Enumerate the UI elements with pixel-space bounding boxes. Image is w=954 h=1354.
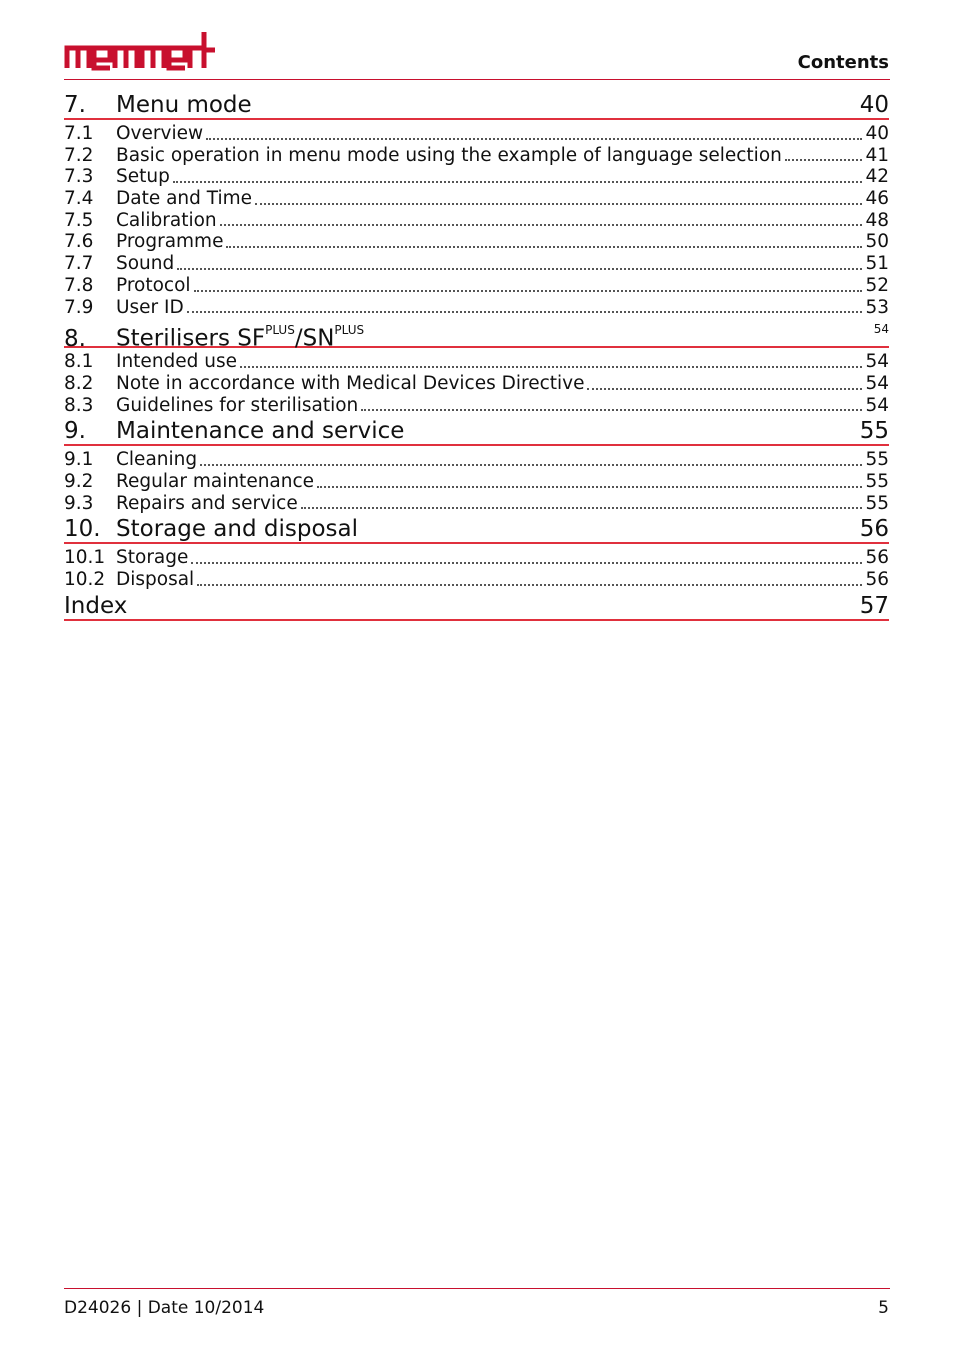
entry-page: 54 — [865, 372, 889, 394]
entry-page: 56 — [865, 547, 889, 569]
dot-leader — [255, 202, 862, 205]
section-title: Contents — [797, 52, 889, 73]
dot-leader — [240, 365, 862, 368]
footer-page-number: 5 — [878, 1298, 889, 1318]
entry-number: 7.9 — [64, 296, 94, 318]
entry-number: 7.4 — [64, 188, 94, 210]
toc-entry[interactable] — [64, 188, 889, 210]
entry-page: 48 — [865, 209, 889, 231]
entry-page: 46 — [865, 188, 889, 210]
dot-leader — [361, 408, 862, 411]
index-title: Index — [64, 592, 128, 619]
chapter-title: Maintenance and service — [116, 418, 405, 445]
chapter-title-part: /SN — [294, 325, 335, 352]
dot-leader — [177, 267, 862, 270]
chapter-number: 7. — [64, 92, 86, 118]
toc-entry[interactable] — [64, 471, 889, 493]
entry-title: Repairs and service — [116, 492, 298, 514]
entry-title: Cleaning — [116, 449, 198, 471]
chapter-title: Storage and disposal — [116, 516, 358, 543]
toc-entry[interactable] — [64, 210, 889, 232]
chapter-page: 55 — [859, 418, 889, 445]
entry-number: 9.3 — [64, 492, 94, 514]
toc-entry[interactable] — [64, 569, 889, 591]
dot-leader — [194, 289, 863, 292]
entry-number: 9.2 — [64, 470, 94, 492]
entry-title: Setup — [116, 166, 170, 188]
entry-page: 53 — [865, 296, 889, 318]
toc-entry[interactable] — [64, 351, 889, 373]
toc-entry[interactable] — [64, 145, 889, 167]
superscript: PLUS — [265, 323, 295, 338]
entry-title: Programme — [116, 231, 224, 253]
entry-title: Guidelines for sterilisation — [116, 394, 359, 416]
footer-rule — [64, 1288, 890, 1289]
toc-chapter[interactable] — [64, 514, 889, 544]
dot-leader — [206, 137, 862, 140]
entry-number: 8.2 — [64, 372, 94, 394]
entry-number: 7.6 — [64, 231, 94, 253]
toc-index[interactable] — [64, 591, 889, 621]
toc-entry[interactable] — [64, 253, 889, 275]
entry-page: 41 — [865, 144, 889, 166]
entry-page: 42 — [865, 166, 889, 188]
dot-leader — [220, 223, 863, 226]
chapter-number: 9. — [64, 418, 86, 445]
entry-number: 7.3 — [64, 166, 94, 188]
entry-number: 7.8 — [64, 274, 94, 296]
chapter-title — [116, 318, 874, 354]
entry-number: 10.2 — [64, 569, 106, 590]
dot-leader — [587, 387, 862, 390]
entry-page: 54 — [865, 351, 889, 373]
entry-title: User ID — [116, 296, 184, 318]
entry-page: 40 — [865, 123, 889, 144]
entry-title: Basic operation in menu mode using the example of language selection — [116, 144, 782, 166]
header-rule — [64, 79, 890, 80]
dot-leader — [301, 506, 863, 509]
toc-chapter[interactable] — [64, 318, 889, 352]
entry-title: Note in accordance with Medical Devices Directive — [116, 372, 585, 394]
entry-number: 7.2 — [64, 144, 94, 166]
entry-page: 50 — [865, 231, 889, 253]
dot-leader — [197, 583, 862, 586]
table-of-contents — [64, 90, 889, 621]
chapter-number: 10. — [64, 516, 101, 543]
memmert-logo — [64, 30, 216, 72]
chapter-title: Menu mode — [116, 92, 252, 118]
entry-number: 7.7 — [64, 253, 94, 275]
entry-page: 51 — [865, 253, 889, 275]
toc-entry[interactable] — [64, 395, 889, 417]
entry-title: Regular maintenance — [116, 470, 315, 492]
toc-entry[interactable] — [64, 231, 889, 253]
entry-page: 55 — [865, 492, 889, 514]
index-page: 57 — [859, 592, 889, 619]
entry-number: 8.3 — [64, 394, 94, 416]
toc-entry[interactable] — [64, 449, 889, 471]
dot-leader — [173, 180, 863, 183]
dot-leader — [200, 463, 862, 466]
entry-title: Date and Time — [116, 188, 253, 210]
entry-number: 8.1 — [64, 351, 94, 373]
toc-chapter[interactable] — [64, 90, 889, 120]
entry-number: 9.1 — [64, 449, 94, 471]
toc-entry[interactable] — [64, 297, 889, 319]
chapter-page: 40 — [859, 92, 889, 118]
footer-doc-info: D24026 | Date 10/2014 — [64, 1298, 265, 1318]
entry-title: Overview — [116, 123, 204, 144]
dot-leader — [187, 310, 863, 313]
entry-title: Calibration — [116, 209, 217, 231]
entry-page: 55 — [865, 470, 889, 492]
entry-title: Intended use — [116, 351, 238, 373]
entry-page: 54 — [865, 394, 889, 416]
entry-title: Protocol — [116, 274, 191, 296]
dot-leader — [226, 245, 862, 248]
toc-entry[interactable] — [64, 547, 889, 569]
toc-entry[interactable] — [64, 493, 889, 515]
toc-entry[interactable] — [64, 166, 889, 188]
entry-title: Storage — [116, 547, 189, 569]
entry-page: 52 — [865, 274, 889, 296]
dot-leader — [785, 158, 863, 161]
toc-entry[interactable] — [64, 373, 889, 395]
entry-title: Disposal — [116, 569, 195, 590]
entry-title: Sound — [116, 253, 175, 275]
toc-entry[interactable] — [64, 123, 889, 145]
chapter-page: 54 — [873, 322, 889, 337]
toc-entry[interactable] — [64, 275, 889, 297]
entry-number: 10.1 — [64, 547, 106, 569]
chapter-number: 8. — [64, 325, 86, 352]
superscript: PLUS — [334, 323, 365, 338]
entry-page: 56 — [865, 569, 889, 590]
entry-number: 7.5 — [64, 209, 94, 231]
entry-page: 55 — [865, 449, 889, 471]
toc-chapter[interactable] — [64, 416, 889, 446]
dot-leader — [317, 485, 862, 488]
entry-number: 7.1 — [64, 123, 94, 144]
chapter-page: 56 — [859, 516, 889, 543]
chapter-title-part: Sterilisers SF — [116, 325, 266, 352]
dot-leader — [191, 561, 862, 564]
